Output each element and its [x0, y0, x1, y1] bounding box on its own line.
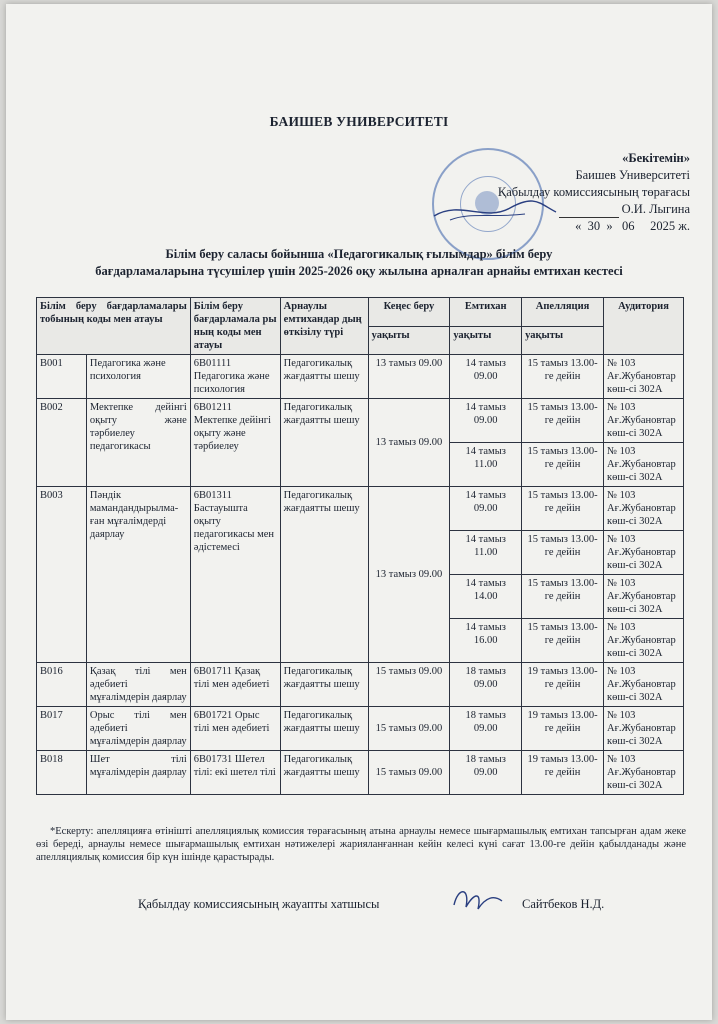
approval-signer-line	[390, 201, 690, 218]
table-row: 14 тамыз 11.00 15 тамыз 13.00-ге дейін № 103 Ағ.Жубановтар көш-сі 302А	[37, 531, 684, 575]
header-time-2: уақыты	[450, 326, 522, 355]
table-row: 14 тамыз 11.00 15 тамыз 13.00-ге дейін № 103 Ағ.Жубановтар көш-сі 302А	[37, 443, 684, 487]
approval-month: 06	[621, 219, 635, 233]
exam-schedule-table	[36, 297, 684, 795]
secretary-signature	[448, 883, 508, 915]
header-exam-type: Арнаулы емтихандар дың өткізілу түрі	[280, 298, 368, 355]
table-row: B001 Педагогика және психология 6B01111 Педагогика және психология Педагогикалық жағдаятты шешу 13 тамыз 09.00 14 тамыз 09.00 15 тамыз 13.00-ге дейін № 103 Ағ.Жубановтар көш-сі 302А	[37, 355, 684, 399]
table-row: 14 тамыз 14.00 15 тамыз 13.00-ге дейін № 103 Ағ.Жубановтар көш-сі 302А	[37, 575, 684, 619]
header-time-1: уақыты	[368, 326, 450, 355]
table-row: 14 тамыз 16.00 15 тамыз 13.00-ге дейін № 103 Ағ.Жубановтар көш-сі 302А	[37, 619, 684, 663]
footer-name: Сайтбеков Н.Д.	[522, 897, 605, 911]
table-row: B018 Шет тілі мұғалімдерін даярлау 6B01731 Шетел тілі: екі шетел тілі Педагогикалық жағдаятты шешу 15 тамыз 09.00 18 тамыз 09.00 19 тамыз 13.00-ге дейін № 103 Ағ.Жубановтар көш-сі 302А	[37, 751, 684, 795]
header-time-3: уақыты	[522, 326, 604, 355]
footer	[138, 897, 605, 912]
header-row	[37, 298, 684, 327]
table-row: B016 Қазақ тілі мен әдебиеті мұғалімдерін даярлау 6B01711 Қазақ тілі мен әдебиеті Педагогикалық жағдаятты шешу 15 тамыз 09.00 18 тамыз 09.00 19 тамыз 13.00-ге дейін № 103 Ағ.Жубановтар көш-сі 302А	[37, 663, 684, 707]
approval-year: 2025 ж.	[650, 219, 690, 233]
header-consult: Кеңес беру	[368, 298, 450, 327]
header-appeal: Апелляция	[522, 298, 604, 327]
approval-line-2: Қабылдау комиссиясының төрағасы	[497, 185, 690, 199]
approval-date: « 30 » 06 2025 ж.	[575, 219, 690, 233]
approval-block	[390, 150, 690, 235]
table-row: B017 Орыс тілі мен әдебиеті мұғалімдерін даярлау 6B01721 Орыс тілі мен әдебиеті Педагогикалық жағдаятты шешу 15 тамыз 09.00 18 тамыз 09.00 19 тамыз 13.00-ге дейін № 103 Ағ.Жубановтар көш-сі 302А	[37, 707, 684, 751]
approval-day: 30	[587, 219, 601, 233]
table-row: B003 Пәндік мамандандырылма-ған мұғалімдерді даярлау 6B01311 Бастауышта оқыту педагогикасы мен әдістемесі Педагогикалық жағдаятты шешу 13 тамыз 09.00 14 тамыз 09.00 15 тамыз 13.00-ге дейін № 103 Ағ.Жубановтар көш-сі 302А	[37, 487, 684, 531]
header-group: Білім беру бағдарламалары тобының коды мен атауы	[37, 298, 191, 355]
header-exam: Емтихан	[450, 298, 522, 327]
approval-signer: О.И. Лыгина	[621, 202, 690, 216]
university-name: БАИШЕВ УНИВЕРСИТЕТІ	[269, 114, 449, 129]
header-room: Аудитория	[603, 298, 683, 355]
table-row: B002 Мектепке дейінгі оқыту және тәрбиелеу педагогикасы 6B01211 Мектепке дейінгі оқыту және тәрбиелеу Педагогикалық жағдаятты шешу 13 тамыз 09.00 14 тамыз 09.00 15 тамыз 13.00-ге дейін № 103 Ағ.Жубановтар көш-сі 302А	[37, 399, 684, 443]
approval-heading: «Бекітемін»	[622, 151, 690, 165]
footer-label: Қабылдау комиссиясының жауапты хатшысы	[138, 897, 380, 911]
footnote: *Ескерту: апелляцияға өтінішті апелляциялық комиссия төрағасының атына арнаулы немесе шығармашылық емтихан тапсырған адам жеке өзі береді, арнаулы немесе шығармашылық емтихан нәтижелері жарияланғаннан кейін келесі күні сағат 13.00-ге дейін қабылданады және апелляциялық комиссия бір күн ішінде қарастырады.	[36, 826, 686, 863]
document-title: Білім беру саласы бойынша «Педагогикалық ғылымдар» білім беру бағдарламаларына түсушілер үшін 2025-2026 оқу жылына арналған арнайы емтихан кестесі	[95, 247, 623, 278]
header-program: Білім беру бағдарламала ры ның коды мен атауы	[190, 298, 280, 355]
approval-line-1: Баишев Университеті	[575, 168, 690, 182]
